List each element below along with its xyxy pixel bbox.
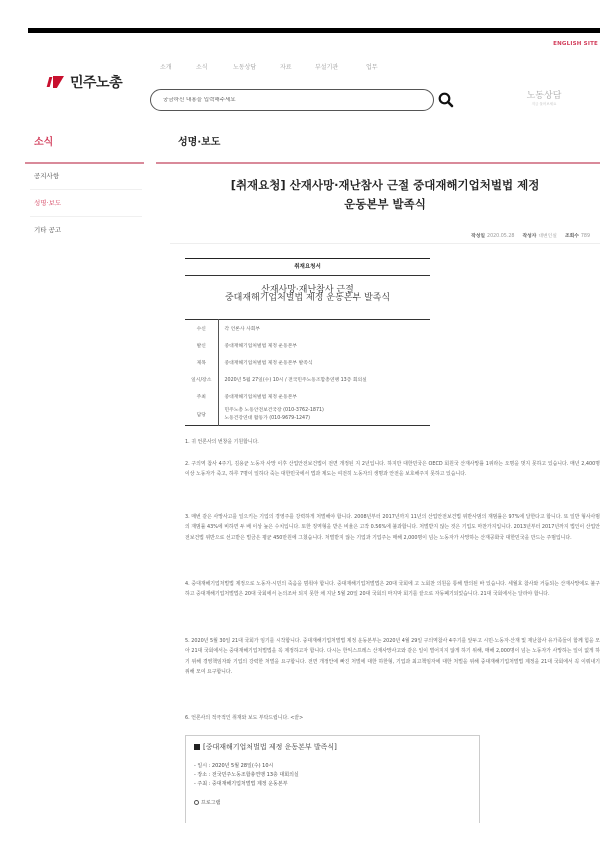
- sidebar-item-notices[interactable]: 공지사항: [30, 163, 142, 190]
- row-key: 일시/장소: [185, 371, 218, 388]
- doc-subtitle-line2: 중대재해기업처벌법 제정 운동본부 발족식: [224, 293, 391, 303]
- event-detail-host: - 주최 : 중대재해기업처벌법 제정 운동본부: [194, 781, 288, 787]
- circle-bullet-icon: [194, 800, 199, 805]
- row-value: 각 언론사 사회부: [224, 326, 260, 332]
- event-details: [194, 762, 471, 789]
- row-value: 중대재해기업처벌법 제정 운동본부: [224, 343, 298, 349]
- table-row: [185, 405, 430, 426]
- row-key: 제목: [185, 354, 218, 371]
- body-paragraph-5: 5. 2020년 5월 30일 21대 국회가 임기를 시작합니다. 중대재해기업처벌법 제정 운동본부는 2020년 4월 29일 구의역참사 4주기를 앞두고 시민·노동자·산재 및 재난참사 유가족들이 함께 힘을 모아 21대 국회에서는 중대재해기업처벌법을 꼭 제정하고자 합니다. 다시는 한익스프레스 산재사망사고와 같은 일이 벌어지지 않게 하기 위해, 매해 2,000명이 넘는 노동자가 사망하는 일이 없게 하기 위해 경영책임자와 기업의 강력한 처벌을 요구합니다. 전면 개정안에 빠진 처벌에 대한 하한형, 기업과 최고책임자에 대한 처벌을 위해 중대재해기업처벌법 제정을 21대 국회에서 꼭 이뤄내기 위해 모여 요구합니다.: [185, 638, 600, 675]
- nav-item-resources[interactable]: 자료: [280, 64, 292, 71]
- row-value: 민주노총 노동안전보건국장 (010-3762-1871) 노동건강연대 활동가 (010-9679-1247): [224, 407, 324, 421]
- event-detail-date: - 일시 : 2020년 5월 28일(수) 10시: [194, 763, 274, 769]
- event-program: 프로그램: [194, 799, 471, 806]
- doc-heading: 취재요청서: [294, 264, 321, 270]
- sidebar-menu: [30, 163, 142, 244]
- event-box-title: [중대재해기업처벌법 제정 운동본부 발족식]: [194, 742, 471, 752]
- post-date: 작성일 2020.05.28: [471, 234, 515, 239]
- row-key: 주최: [185, 388, 218, 405]
- row-value: 2020년 5월 27일(수) 10시 / 전국민주노동조합총연맹 13층 회의실: [224, 377, 367, 383]
- logo-mark-icon: [48, 76, 66, 88]
- post-title-line1: [취재요청] 산재사망·재난참사 근절 중대재해기업처벌법 제정: [230, 178, 540, 192]
- nav-item-work[interactable]: 업무: [366, 64, 378, 71]
- event-info-box: [185, 735, 480, 823]
- main-divider: [156, 162, 600, 164]
- row-key: 수신: [185, 320, 218, 337]
- row-value: 중대재해기업처벌법 제정 운동본부 발족식: [224, 360, 313, 366]
- post-title: [170, 176, 600, 214]
- labor-consult-title: 노동상담: [526, 91, 562, 101]
- table-row: [185, 354, 430, 371]
- logo[interactable]: [48, 72, 122, 92]
- nav-item-labor-consult[interactable]: 노동상담: [233, 64, 257, 71]
- page-title: 성명·보도: [178, 137, 221, 148]
- nav-item-affiliates[interactable]: 부설기관: [315, 64, 339, 71]
- square-bullet-icon: [194, 744, 200, 750]
- english-site-link[interactable]: ENGLISH SITE: [553, 41, 598, 47]
- post-author: 작성자 대변인실: [522, 234, 557, 239]
- doc-heading-rule: [185, 275, 430, 276]
- nav-item-intro[interactable]: 소개: [160, 64, 172, 71]
- body-paragraph-2: 2. 구의역 참사 4주기, 김용균 노동자 사망 이후 산업안전보건법이 전면 개정된 지 2년입니다. 하지만 대한민국은 OECD 회원국 산재사망률 1위라는 오명을 벗지 못하고 있습니다. 매년 2,400명 이상 노동자가 죽고, 하루 7명이 일하다 죽는 대한민국에서 법과 제도는 여전히 노동자의 생명과 안전을 보호해주지 못하고 있습니다.: [185, 461, 600, 478]
- sidebar-title: 소식: [34, 137, 54, 148]
- body-paragraph-3: 3. 매번 같은 사망사고를 일으키는 기업의 경영주를 강력하게 처벌해야 합니다. 2008년부터 2017년까지 11년의 산업안전보건법 위반사범의 재범률은 97%에 달한다고 합니다. 또 일반 형사사범의 재범률 43%에 비하면 두 배 이상 높은 수치입니다. 또한 징역형을 받은 비율은 고작 0.56%에 불과합니다. 처벌받지 않는 것은 기업도 마찬가지입니다. 2013년부터 2017년까지 법인이 산업안전보건법 위반으로 선고받은 벌금은 평균 450만원에 그쳤습니다. 처벌받지 않는 기업과 기업주는 매해 2,000명이 넘는 노동자가 사망하는 산재공화국 대한민국을 만드는 주범입니다.: [185, 514, 600, 541]
- sidebar-item-other-notices[interactable]: 기타 공고: [34, 226, 62, 234]
- nav-item-news[interactable]: 소식: [196, 64, 208, 71]
- labor-consult-link[interactable]: [514, 88, 574, 107]
- post-meta: [380, 232, 600, 239]
- logo-text: 민주노총: [70, 75, 123, 91]
- body-paragraph-6: 6. 언론사의 적극적인 취재와 보도 부탁드립니다. <끝>: [185, 715, 304, 721]
- request-info-table: [185, 319, 430, 426]
- row-value: 중대재해기업처벌법 제정 운동본부: [224, 394, 298, 400]
- top-bar: [28, 28, 600, 33]
- event-detail-place: - 장소 : 전국민주노동조합총연맹 13층 대회의실: [194, 772, 299, 778]
- doc-top-rule: [185, 258, 430, 259]
- table-row: [185, 388, 430, 405]
- search-box: [150, 89, 434, 111]
- meta-divider: [170, 243, 600, 244]
- table-row: [185, 371, 430, 388]
- table-row: [185, 320, 430, 337]
- post-views: 조회수 789: [564, 234, 590, 239]
- body-paragraph-4: 4. 중대재해기업처벌법 제정으로 노동자·시민의 죽음을 멈춰야 합니다. 중대재해기업처벌법은 20대 국회에 고 노회찬 의원을 통해 발의된 바 있습니다. 세월호 참사와 거듭되는 산재사망에도 불구하고 중대재해기업처벌법은 20대 국회에서 논의조차 되지 못한 채 지난 5월 20일 20대 국회의 마지막 회기를 끝으로 자동폐기되었습니다. 21대 국회에서는 달라야 합니다.: [185, 581, 600, 598]
- doc-subtitle-line1: 산재사망·재난참사 근절: [261, 285, 354, 295]
- post-title-line2: 운동본부 발족식: [344, 197, 426, 211]
- labor-consult-subtitle: 지금 물어보세요: [531, 102, 557, 106]
- body-paragraph-1: 1. 귀 언론사의 번창을 기원합니다.: [185, 439, 259, 445]
- row-key: 발신: [185, 337, 218, 354]
- search-input[interactable]: [163, 97, 413, 103]
- sidebar-item-statements[interactable]: 성명·보도: [30, 190, 142, 217]
- search-icon[interactable]: [437, 91, 455, 109]
- row-key: 담당: [185, 405, 218, 426]
- table-row: [185, 337, 430, 354]
